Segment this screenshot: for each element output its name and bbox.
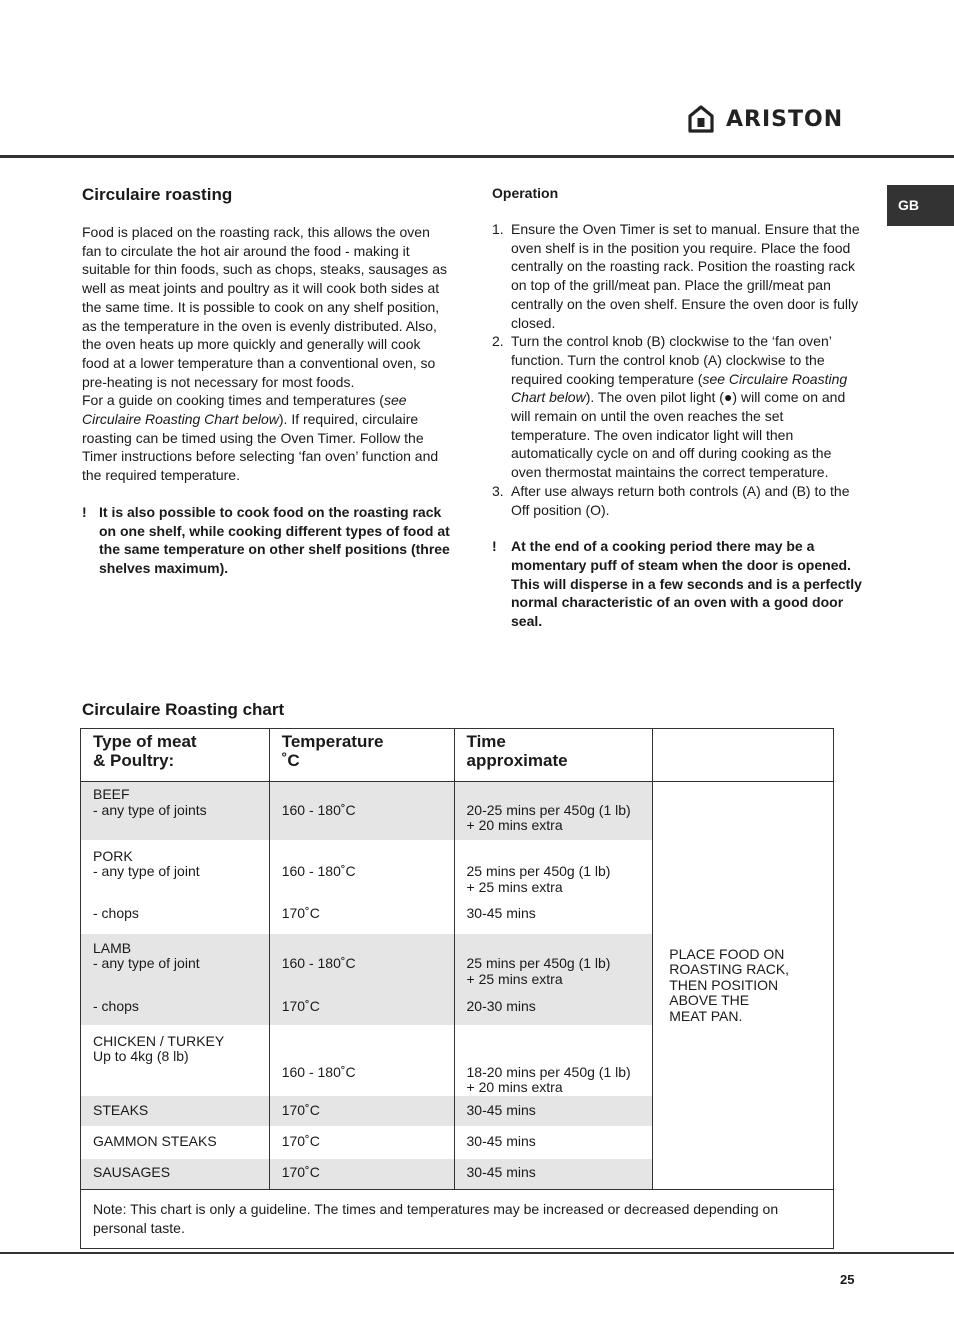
temp-cell: 160 - 180˚C bbox=[269, 1025, 454, 1096]
roasting-chart bbox=[80, 728, 834, 1249]
time-cell: 30-45 mins bbox=[454, 903, 653, 934]
meat-cell: BEEF - any type of joints bbox=[81, 782, 270, 840]
warning-note bbox=[82, 503, 450, 578]
time-cell: 20-30 mins bbox=[454, 997, 653, 1025]
meat-cell: - chops bbox=[81, 903, 270, 934]
time-cell: 30-45 mins bbox=[454, 1159, 653, 1190]
warning-icon: ! bbox=[492, 538, 497, 555]
meat-cell: STEAKS bbox=[81, 1096, 270, 1126]
meat-cell: - chops bbox=[81, 997, 270, 1025]
warning-icon: ! bbox=[82, 503, 87, 520]
meat-cell: SAUSAGES bbox=[81, 1159, 270, 1190]
chart-note: Note: This chart is only a guideline. The times and temperatures may be increased or decreased depending on personal taste. bbox=[81, 1190, 834, 1249]
step-3: 3. After use always return both controls (A) and (B) to the Off position (O). bbox=[492, 482, 850, 518]
operation-steps bbox=[492, 220, 862, 519]
ariston-logo bbox=[688, 104, 843, 134]
note-row bbox=[81, 1190, 834, 1249]
steam-warning bbox=[492, 537, 862, 631]
chart-title: Circulaire Roasting chart bbox=[82, 700, 285, 719]
time-cell: 20-25 mins per 450g (1 lb) + 20 mins extra bbox=[454, 782, 653, 840]
intro-paragraph: Food is placed on the roasting rack, this allows the oven fan to circulate the hot air around the food - making it suitable for thin foods, such as chops, steaks, sausages as well as meat joints and poultry as it will cook both sides at the same time. It is possible to cook on any shelf position, as the temperature in the oven is evenly distributed. Also, the oven heats up more quickly and generally will cook food at a lower temperature than a conventional oven, so pre-heating is not necessary for most foods. bbox=[82, 224, 447, 390]
meat-cell: LAMB - any type of joint bbox=[81, 934, 270, 997]
time-cell: 25 mins per 450g (1 lb) + 25 mins extra bbox=[454, 934, 653, 997]
time-cell: 30-45 mins bbox=[454, 1096, 653, 1126]
warning-text: It is also possible to cook food on the roasting rack on one shelf, while cooking different types of food at the same temperature on other shelf positions (three shelves maximum). bbox=[99, 503, 450, 576]
section-title: Circulaire roasting bbox=[82, 185, 233, 204]
footer-rule bbox=[0, 1252, 954, 1254]
meat-cell: CHICKEN / TURKEY Up to 4kg (8 lb) bbox=[81, 1025, 270, 1096]
temp-cell: 170˚C bbox=[269, 997, 454, 1025]
instruction-cell: PLACE FOOD ON ROASTING RACK, THEN POSITION ABOVE THE MEAT PAN. bbox=[653, 782, 834, 1190]
table-row bbox=[81, 782, 834, 840]
brand-name: ARISTON bbox=[726, 106, 844, 132]
warning-text: At the end of a cooking period there may be a momentary puff of steam when the door is opened. This will disperse in a few seconds and is a perfectly normal characteristic of an oven with a good door seal. bbox=[511, 538, 862, 630]
temp-cell: 170˚C bbox=[269, 903, 454, 934]
meat-cell: GAMMON STEAKS bbox=[81, 1126, 270, 1159]
temp-cell: 170˚C bbox=[269, 1159, 454, 1190]
temp-cell: 160 - 180˚C bbox=[269, 934, 454, 997]
header-rule bbox=[0, 155, 954, 158]
right-column bbox=[492, 183, 862, 631]
operation-title: Operation bbox=[492, 185, 559, 201]
temp-cell: 160 - 180˚C bbox=[269, 782, 454, 840]
time-cell: 25 mins per 450g (1 lb) + 25 mins extra bbox=[454, 840, 653, 903]
header-meat: Type of meat & Poultry: bbox=[81, 729, 270, 782]
step-1: 1. Ensure the Oven Timer is set to manual. Ensure that the oven shelf is in the position you require. Place the food centrally on the roasting rack. Position the roasting rack on top of the grill/meat pan. Place the grill/meat pan centrally on the oven shelf. Ensure the oven door is fully closed. bbox=[492, 221, 860, 331]
step-2: 2. Turn the control knob (B) clockwise to the ‘fan oven’ function. Turn the control knob (A) clockwise to the required cooking temperature (see Circulaire Roasting Chart below). The oven pilot light (●) will come on and will remain on until the oven reaches the set temperature. The oven indicator light will then automatically cycle on and off during cooking as the oven thermostat maintains the correct temperature. bbox=[492, 333, 848, 481]
temp-cell: 160 - 180˚C bbox=[269, 840, 454, 903]
temp-cell: 170˚C bbox=[269, 1096, 454, 1126]
page-number: 25 bbox=[840, 1272, 855, 1287]
left-column bbox=[82, 183, 450, 578]
language-tab: GB bbox=[887, 185, 954, 226]
house-icon bbox=[688, 105, 714, 133]
header-instructions bbox=[653, 729, 834, 782]
time-cell: 18-20 mins per 450g (1 lb) + 20 mins extra bbox=[454, 1025, 653, 1096]
guide-paragraph: For a guide on cooking times and temperatures (see Circulaire Roasting Chart below). If required, circulaire roasting can be timed using the Oven Timer. Follow the Timer instructions before selecting ‘fan oven’ function and the required temperature. bbox=[82, 392, 439, 484]
header-temperature: Temperature ˚C bbox=[269, 729, 454, 782]
temp-cell: 170˚C bbox=[269, 1126, 454, 1159]
header-time: Time approximate bbox=[454, 729, 653, 782]
time-cell: 30-45 mins bbox=[454, 1126, 653, 1159]
meat-cell: PORK - any type of joint bbox=[81, 840, 270, 903]
